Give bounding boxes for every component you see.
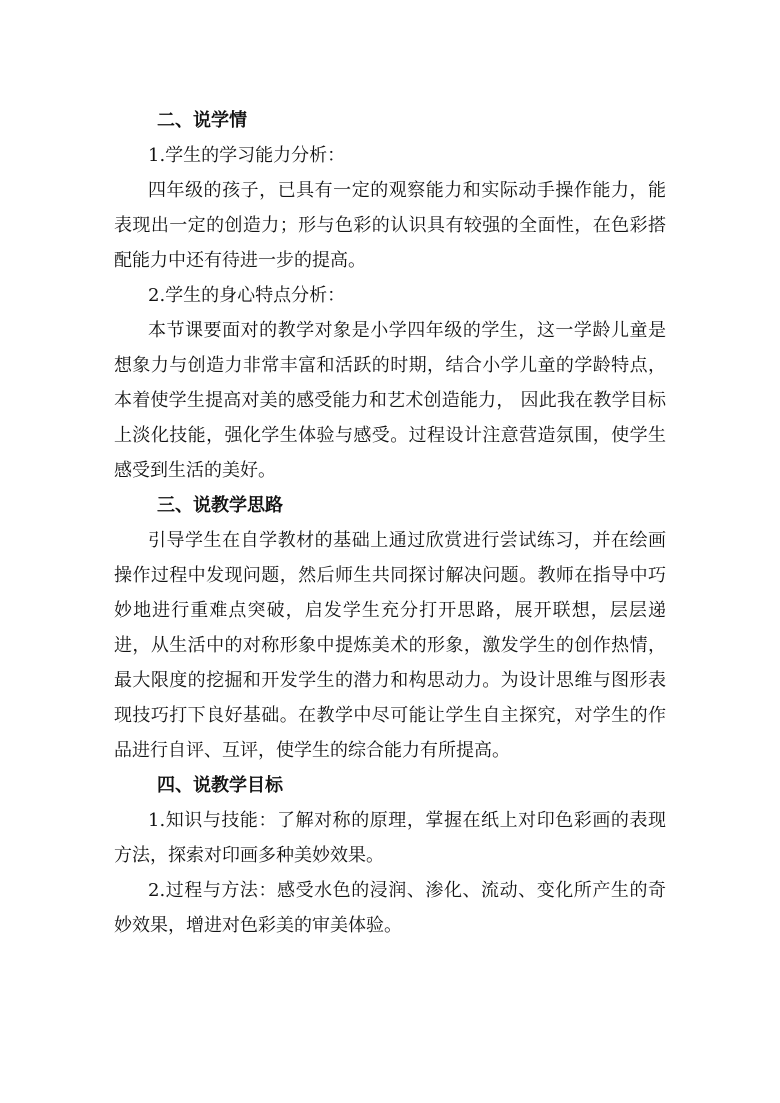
section-heading-learner-analysis: 二、说学情 — [157, 110, 247, 131]
section-heading-teaching-goals: 四、说教学目标 — [157, 775, 283, 796]
goal-item-process-methods: 2.过程与方法：感受水色的浸润、渗化、流动、变化所产生的奇妙效果，增进对色彩美的审美体验。 — [114, 880, 666, 936]
subheading-learning-ability: 1.学生的学习能力分析： — [148, 145, 346, 166]
document-page — [114, 103, 666, 943]
section-heading-teaching-approach: 三、说教学思路 — [157, 495, 283, 516]
paragraph-physical-mental-traits: 本节课要面对的教学对象是小学四年级的学生，这一学龄儿童是想象力与创造力非常丰富和活跃的时期，结合小学儿童的学龄特点，本着使学生提高对美的感受能力和艺术创造能力， 因此我在教学目标上淡化技能，强化学生体验与感受。过程设计注意营造氛围，使学生感受到生活的美好。 — [114, 320, 666, 481]
paragraph-learning-ability: 四年级的孩子，已具有一定的观察能力和实际动手操作能力，能表现出一定的创造力；形与色彩的认识具有较强的全面性，在色彩搭配能力中还有待进一步的提高。 — [114, 180, 666, 271]
goal-item-knowledge-skills: 1.知识与技能：了解对称的原理，掌握在纸上对印色彩画的表现方法，探索对印画多种美妙效果。 — [114, 810, 666, 866]
paragraph-teaching-approach: 引导学生在自学教材的基础上通过欣赏进行尝试练习，并在绘画操作过程中发现问题，然后师生共同探讨解决问题。教师在指导中巧妙地进行重难点突破，启发学生充分打开思路，展开联想，层层递进，从生活中的对称形象中提炼美术的形象，激发学生的创作热情，最大限度的挖掘和开发学生的潜力和构思动力。为设计思维与图形表现技巧打下良好基础。在教学中尽可能让学生自主探究，对学生的作品进行自评、互评，使学生的综合能力有所提高。 — [114, 530, 666, 761]
subheading-physical-mental-traits: 2.学生的身心特点分析： — [148, 285, 346, 306]
